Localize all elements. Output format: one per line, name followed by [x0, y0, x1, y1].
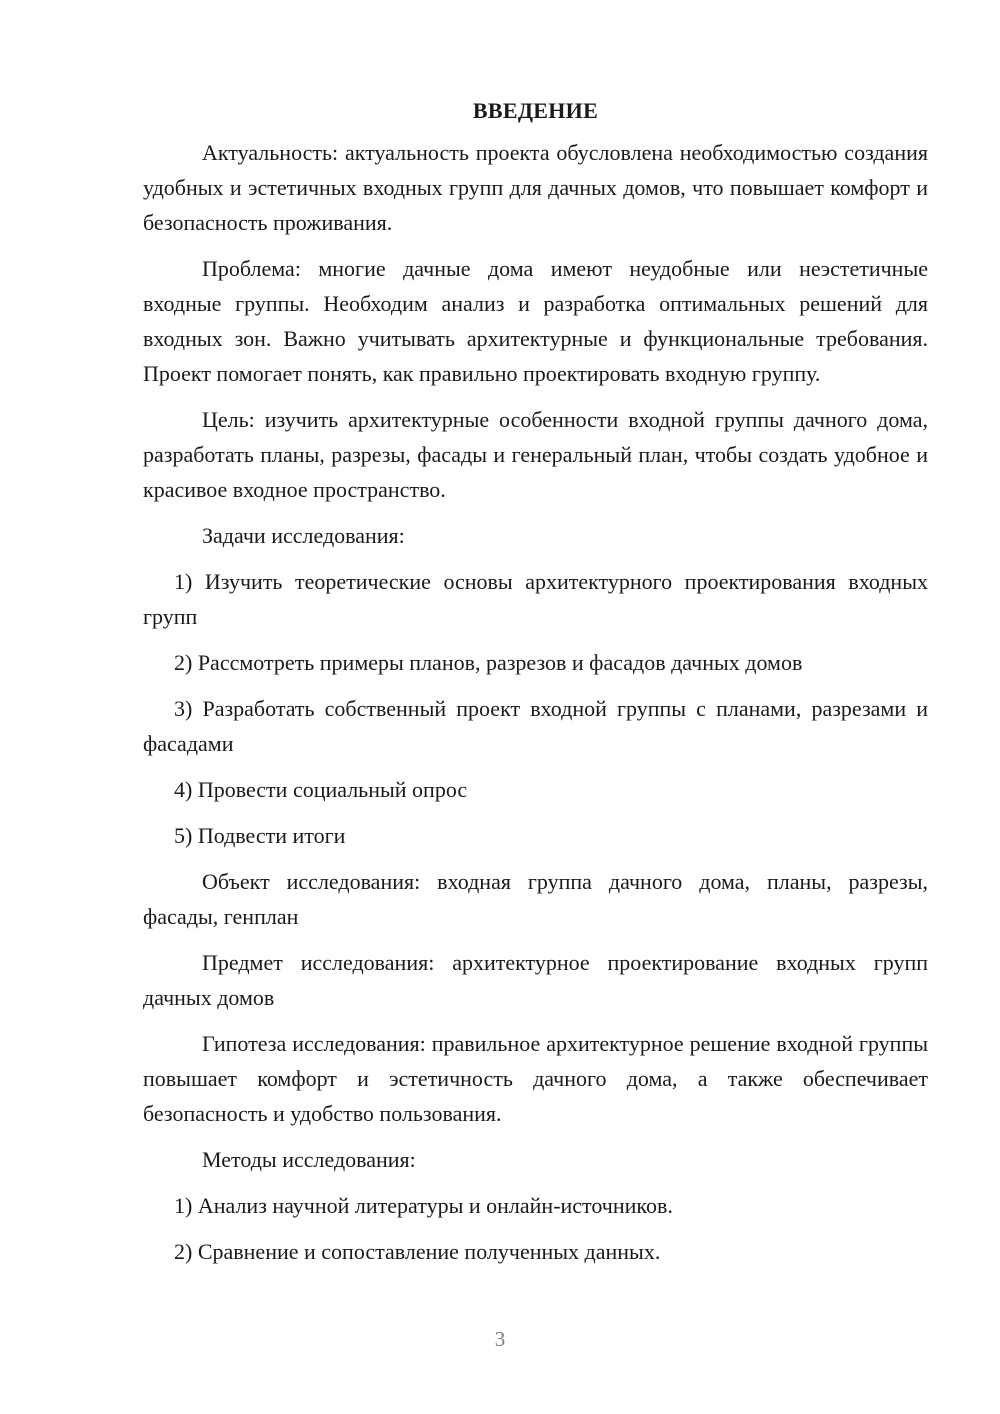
- hypothesis-paragraph: Гипотеза исследования: правильное архитектурное решение входной группы повышает комфорт и эстетичность дачного дома, а также обеспечивает безопасность и удобство пользования.: [143, 1031, 928, 1126]
- task-item-4: 4) Провести социальный опрос: [174, 777, 468, 802]
- goal-paragraph: Цель: изучить архитектурные особенности входной группы дачного дома, разработать планы, разрезы, фасады и генеральный план, чтобы создать удобное и красивое входное пространство.: [143, 407, 928, 502]
- subject-paragraph: Предмет исследования: архитектурное проектирование входных групп дачных домов: [143, 950, 928, 1010]
- tasks-heading: Задачи исследования:: [202, 523, 405, 548]
- task-item-5: 5) Подвести итоги: [174, 823, 346, 848]
- page-number: 3: [494, 1327, 506, 1351]
- task-item-3: 3) Разработать собственный проект входной группы с планами, разрезами и фасадами: [143, 696, 928, 756]
- relevance-paragraph: Актуальность: актуальность проекта обусловлена необходимостью создания удобных и эстетичных входных групп для дачных домов, что повышает комфорт и безопасность проживания.: [143, 140, 928, 235]
- problem-paragraph: Проблема: многие дачные дома имеют неудобные или неэстетичные входные группы. Необходим анализ и разработка оптимальных решений для входных зон. Важно учитывать архитектурные и функциональные требования. Проект помогает понять, как правильно проектировать входную группу.: [143, 256, 928, 386]
- methods-heading: Методы исследования:: [202, 1147, 416, 1172]
- task-item-2: 2) Рассмотреть примеры планов, разрезов и фасадов дачных домов: [174, 650, 803, 675]
- method-item-1: 1) Анализ научной литературы и онлайн-источников.: [174, 1193, 673, 1218]
- document-page: [143, 96, 928, 1280]
- object-paragraph: Объект исследования: входная группа дачного дома, планы, разрезы, фасады, генплан: [143, 869, 928, 929]
- method-item-2: 2) Сравнение и сопоставление полученных данных.: [174, 1239, 661, 1264]
- task-item-1: 1) Изучить теоретические основы архитектурного проектирования входных групп: [143, 569, 928, 629]
- page-title: ВВЕДЕНИЕ: [472, 98, 599, 123]
